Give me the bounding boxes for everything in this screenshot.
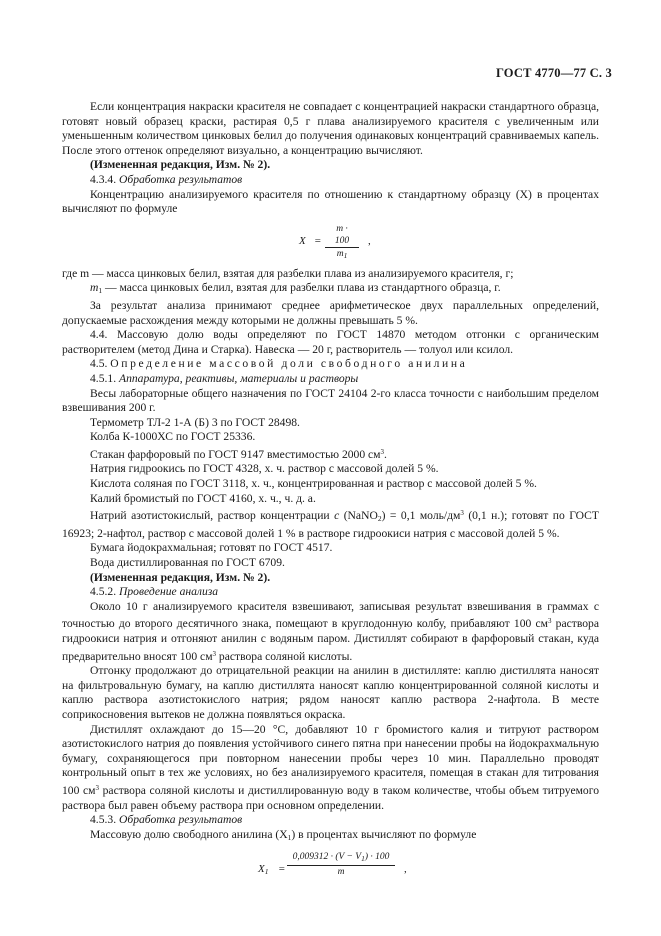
formula-concentration: [62, 223, 599, 259]
paragraph: Дистиллят охлаждают до 15—20 °С, добавляют 10 г бромистого калия и титруют раствором азотистокислого натрия до появления устойчивого синего пятна при нанесении пробы на йодокрахмальную бумагу, сохраняющегося при повторном нанесении пробы через 10 мин. Параллельно проводят контрольный опыт в тех же условиях, но без анализируемого красителя, помещая в стакан для титрования 100 $см^3$ раствора соляной кислоты и дистиллированную воду в таком количестве, чтобы объем титруемого раствора был равен объему раствора при основном определении.: [62, 722, 599, 812]
section-number: 4.5.: [90, 357, 111, 371]
paragraph: Если концентрация накраски красителя не совпадает с концентрацией накраски стандартного образца, готовят новый образец краски, растирая 0,5 г плава анализируемого красителя с увеличенным или уменьшенным количеством цинковых белил до получения одинаковых концентраций сравниваемых капель. После этого оттенок определяют визуально, а концентрацию вычисляют.: [62, 100, 599, 157]
amendment-note: (Измененная редакция, Изм. № 2).: [90, 158, 271, 172]
section-heading: [62, 173, 599, 188]
list-item: Калий бромистый по ГОСТ 4160, х. ч., ч. д. а.: [90, 491, 316, 505]
section-title: Аппаратура, реактивы, материалы и растворы: [118, 371, 359, 385]
formula-lhs: $X_1$: [258, 863, 269, 877]
definition-m1: $m_1$ — масса цинковых белил, взятая для разбелки плава из стандартного образца, г.: [90, 281, 501, 296]
list-item: Кислота соляная по ГОСТ 3118, х. ч., концентрированная и раствор с массовой долей 5 %.: [90, 477, 537, 491]
section-number: 4.5.3.: [90, 813, 119, 827]
formula-aniline: [62, 851, 599, 887]
list-item: Натрия гидроокись по ГОСТ 4328, х. ч. раствор с массовой долей 5 %.: [90, 462, 439, 476]
formula-fraction: [287, 851, 395, 879]
list-item: Вода дистиллированная по ГОСТ 6709.: [90, 556, 285, 570]
list-item: Стакан фарфоровый по ГОСТ 9147 вместимостью 2000 $см^3$.: [90, 447, 387, 461]
amendment-note: (Измененная редакция, Изм. № 2).: [90, 570, 271, 584]
document-body: [62, 100, 599, 895]
section-heading: [62, 585, 599, 600]
page-header: ГОСТ 4770—77 С. 3: [495, 66, 612, 80]
paragraph: Около 10 г анализируемого красителя взвешивают, записывая результат взвешивания в граммах с точностью до второго десятичного знака, помещают в круглодонную колбу, прибавляют 100 $см^3$ раствора гидроокиси натрия и отгоняют анилин с водяным паром. Дистиллят собирают в фарфоровый стакан, куда предварительно вносят 100 $см^3$ раствора соляной кислоты.: [62, 599, 599, 663]
list-item: Натрий азотистокислый, раствор концентрации c (NaNO$_2$) = 0,1 моль/$дм^3$ (0,1 н.); готовят по ГОСТ 16923; 2-нафтол, раствор с массовой долей 1 % в растворе гидроокиси натрия с массовой долей 5 %.: [62, 509, 599, 540]
formula-equals: =: [314, 234, 322, 247]
paragraph: Отгонку продолжают до отрицательной реакции на анилин в дистилляте: каплю дистиллята наносят на фильтровальную бумагу, на каплю дистиллята наносят каплю концентрированной соляной кислоты и каплю раствора азотистокислого натрия; рядом наносят каплю раствора 2-нафтола. В месте соприкосновения вытеков не должна появляться окраска.: [62, 664, 599, 721]
formula-denominator: m: [337, 867, 345, 878]
formula-equals: =: [278, 863, 286, 876]
paragraph: Массовую долю свободного анилина $(X_1)$ в процентах вычисляют по формуле: [90, 827, 477, 842]
section-heading: [62, 372, 599, 387]
paragraph: Весы лабораторные общего назначения по ГОСТ 24104 2-го класса точности с наибольшим пределом взвешивания 200 г.: [62, 386, 599, 415]
paragraph: За результат анализа принимают среднее арифметическое двух параллельных определений, допускаемые расхождения между которыми не должны превышать 5 %.: [62, 298, 599, 327]
section-number: 4.5.1.: [90, 371, 119, 385]
formula-comma: ,: [368, 234, 371, 247]
section-title: Обработка результатов: [118, 813, 243, 827]
formula-fraction: [325, 223, 359, 262]
formula-numerator: m · 100: [334, 223, 350, 246]
list-item: Термометр ТЛ-2 1-А (Б) 3 по ГОСТ 28498.: [90, 415, 300, 429]
section-title: Проведение анализа: [118, 585, 219, 599]
paragraph: Концентрацию анализируемого красителя по отношению к стандартному образцу (X) в процентах вычисляют по формуле: [62, 187, 599, 216]
section-title: Обработка результатов: [118, 172, 243, 186]
paragraph: 4.4. Массовую долю воды определяют по ГОСТ 14870 методом отгонки с органическим растворителем (метод Дина и Старка). Навеска — 20 г, растворитель — толуол или ксилол.: [62, 328, 599, 356]
definition-m: где m — масса цинковых белил, взятая для разбелки плава из анализируемого красителя, г;: [62, 266, 514, 280]
formula-numerator: $0,009312 \cdot (V - V_1) \cdot 100$: [292, 852, 390, 864]
formula-lhs: X: [299, 234, 306, 247]
list-item: Бумага йодокрахмальная; готовят по ГОСТ 4517.: [90, 541, 333, 555]
formula-comma: ,: [404, 863, 407, 876]
section-title: Определение массовой доли свободного анилина: [110, 357, 468, 371]
formula-denominator: $m_1$: [336, 248, 348, 260]
list-item: Колба К-1000ХС по ГОСТ 25336.: [90, 430, 256, 444]
section-heading: [62, 813, 599, 828]
section-heading: [62, 357, 599, 372]
section-number: 4.5.2.: [90, 585, 119, 599]
section-number: 4.3.4.: [90, 172, 119, 186]
